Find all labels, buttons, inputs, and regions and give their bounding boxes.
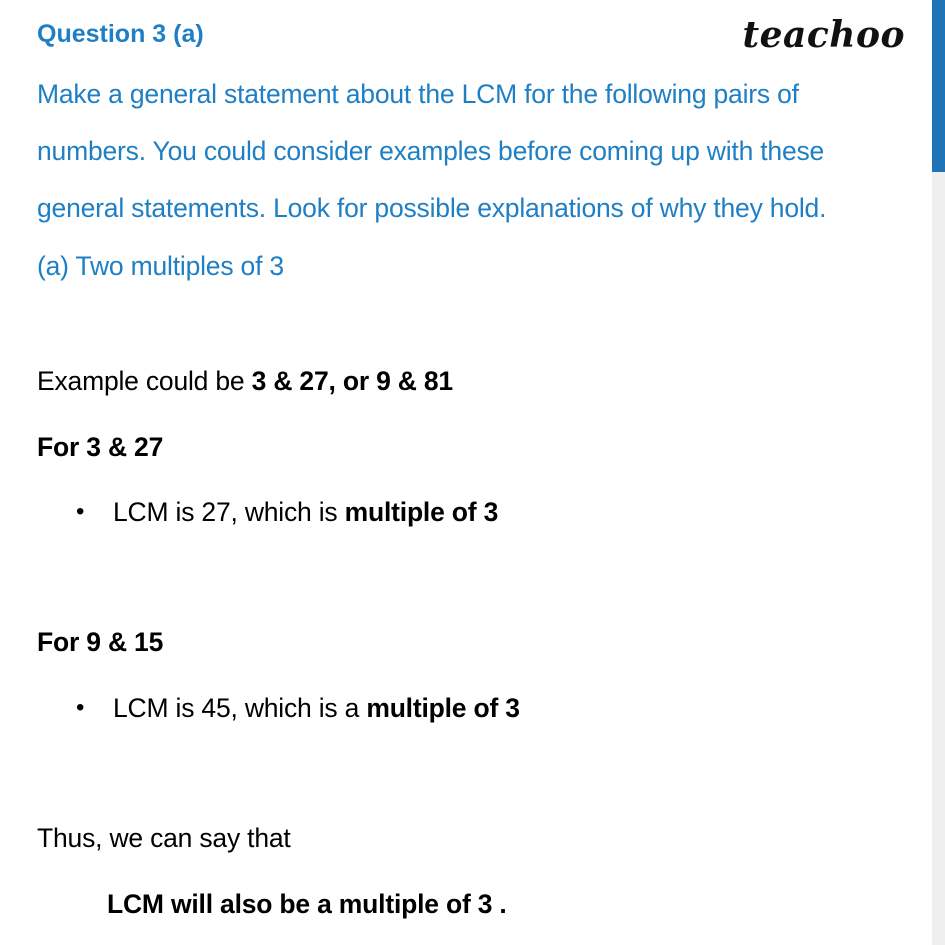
question-title: Question 3 (a) (37, 20, 204, 48)
case-2-prefix: LCM is 45, which is a (113, 693, 367, 723)
case-1-bold: multiple of 3 (344, 497, 499, 527)
case-1-result (113, 497, 498, 528)
case-2-result (113, 693, 520, 724)
teachoo-logo: teachoo (742, 14, 905, 56)
side-accent-bar (932, 0, 945, 172)
question-line-3: general statements. Look for possible explanations of why they hold. (37, 193, 827, 223)
example-line (37, 366, 453, 397)
example-prefix: Example could be (37, 366, 252, 396)
thus-line: Thus, we can say that (37, 823, 291, 853)
case-2-heading: For 9 & 15 (37, 627, 164, 657)
case-1-heading: For 3 & 27 (37, 432, 164, 462)
bullet-icon: • (76, 498, 85, 525)
conclusion-statement: LCM will also be a multiple of 3 . (107, 889, 507, 919)
question-line-4: (a) Two multiples of 3 (37, 251, 284, 281)
side-scroll-track (932, 172, 945, 945)
question-line-2: numbers. You could consider examples before coming up with these (37, 136, 825, 166)
case-2-bold: multiple of 3 (366, 693, 520, 723)
example-values: 3 & 27, or 9 & 81 (251, 366, 453, 396)
bullet-icon: • (76, 694, 85, 721)
question-line-1: Make a general statement about the LCM for the following pairs of (37, 79, 799, 109)
case-1-prefix: LCM is 27, which is (113, 497, 345, 527)
